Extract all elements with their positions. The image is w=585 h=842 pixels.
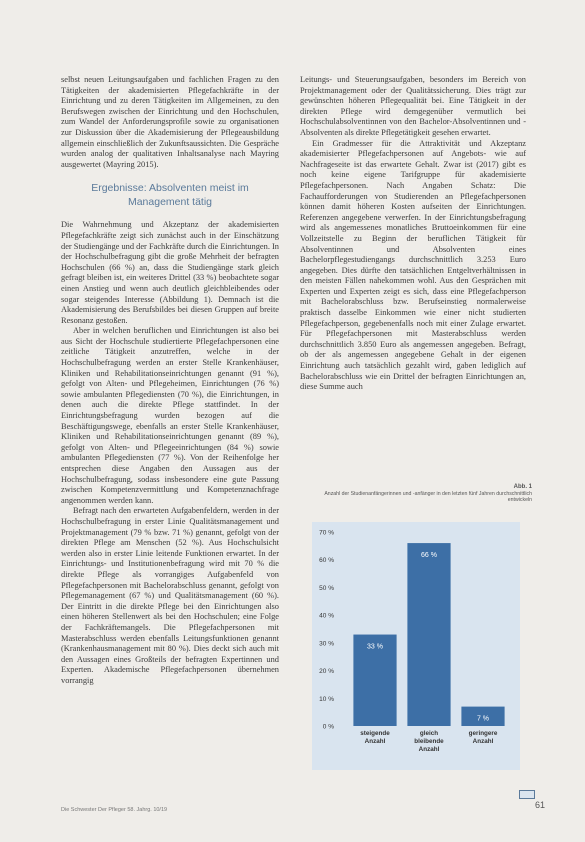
y-tick-label: 70 % bbox=[319, 529, 334, 537]
category-label: bleibende bbox=[414, 738, 444, 745]
category-label: gleich bbox=[419, 730, 439, 737]
y-tick-label: 40 % bbox=[319, 612, 334, 620]
left-paragraph-4: Befragt nach den erwarteten Aufgabenfeldern, werden in der Hochschulbefragung in erster Linie Qualitätsmanagement und Projektmanagement (79 % bzw. 71 %) genannt, gefolgt von der direkten Pflege am Menschen (52 %). Aus Hochschulsicht werden also in erster Linie leitende Funktionen erwartet. In der Einrichtungs- und Institutionenbefragung wird mit 70 % die direkte Pflege als vorrangiges Aufgabenfeld von Pflegefachpersonen mit Bachelorabschluss genannt, gefolgt von Pflegemanagement (67 %) und Qualitätsmanagement (60 %). Der Eintritt in die direkte Pflege bei den Einrichtungen also einen höheren Stellenwert als bei den Hochschulen; eine Folge der Fachkräftemangels. Die Pflegefachpersonen mit Masterabschluss werden ebenfalls Leitungsfunktionen genannt (Krankenhausmanagement mit 80 %). Dies deckt sich auch mit den Aussagen eines Großteils der befragten Expertinnen und Experten. Akademische Pflegefachpersonen übernehmen vorrangig bbox=[61, 506, 279, 685]
left-text-column bbox=[61, 75, 279, 686]
category-label: Anzahl bbox=[364, 738, 386, 745]
right-paragraph-1: Leitungs- und Steuerungsaufgaben, besonders im Bereich von Projektmanagement oder der Qualitätssicherung. Dies trägt zur gewünschten höheren Pflegequalität bei. Eine Tätigkeit in der direkten Pflege wird demgegenüber vermutlich bei Hochschulabsolventinnen von den Bachelor-Absolventinnen und -Absolventen als direkte Pflegetätigkeit gesehen erwartet. bbox=[300, 75, 526, 137]
category-label: geringere bbox=[468, 730, 498, 737]
publisher-logo bbox=[519, 790, 535, 799]
section-heading: Ergebnisse: Absolventen meist im Management tätig bbox=[91, 182, 249, 208]
left-paragraph-2: Die Wahrnehmung und Akzeptanz der akademisierten Pflegefachkräfte zeigt sich zunächst auch in der Einschätzung der Studiengänge und der Fachkräfte durch die Einrichtungen. In der Hochschulbefragung gibt die große Mehrheit der befragten Hochschulen (66 %) an, dass die Studiengänge stark gleich gefragt bleiben ist, ein weiteres Drittel (33 %) beobachtete sogar einen Anstieg und wenn auch deutlich gleichbleibendes oder sogar steigendes Interesse (Abbildung 1). Demnach ist die Akademisierung des Berufsbildes bei diesen Gruppen auf breite Resonanz gestoßen. bbox=[61, 220, 279, 325]
bar-chart bbox=[312, 522, 520, 770]
figure-label bbox=[300, 484, 532, 504]
figure-number: Abb. 1 bbox=[513, 484, 532, 490]
y-tick-label: 30 % bbox=[319, 640, 334, 648]
journal-footer: Die Schwester Der Pfleger 58. Jahrg. 10/19 bbox=[61, 807, 168, 813]
category-label: Anzahl bbox=[472, 738, 494, 745]
bar-value-label: 33 % bbox=[367, 643, 383, 651]
left-paragraph-1: selbst neuen Leitungsaufgaben und fachlichen Fragen zu den Tätigkeiten der akademisierten Pflegefachkräfte in der Einrichtung und zu deren Tätigkeiten im Allgemeinen, zu den Berufswegen zwischen der Einrichtung und den Hochschulen, zum Wandel der Anforderungsprofile sowie zu organisationen zur Diskussion über die Akademisierung der Pflegeausbildung allgemein einschließlich der Zukunftsaussichten. Die Gespräche wurden analog der qualitativen Inhaltsanalyse nach Mayring ausgewertet (Mayring 2015). bbox=[61, 75, 279, 169]
right-paragraph-2: Ein Gradmesser für die Attraktivität und Akzeptanz akademisierter Pflegefachpersonen auf Angebots- wie auf Nachfrageseite ist das erwartete Gehalt. Zwar ist (2017) gibt es noch keine eigene Tarifgruppe für akademisierte Pflegefachpersonen. Nach Angaben Schatz: Die Fachaufforderungen von Studierenden an Pflegefachpersonen können damit höheren Kosten aufseiten der Einrichtungen. Referenzen angegebene verwerfen. In der Einrichtungsbefragung wird als angemessenes monatliches Bruttoeinkommen für eine Vollzeitstelle zu Beginn der beruflichen Tätigkeit für Absolventinnen und Absolventen eines Bachelorpflegestudiengangs durchschnittlich 3.253 Euro angegeben. Dies dürfte den tatsächlichen Entgeltverhältnissen in den meisten Fällen nahekommen wohl. Aus den Gesprächen mit Experten und Experten zeigt es sich, dass eine Pflegefachperson mit Bachelorabschluss bzw. Berufseinstieg normalerweise praktisch dasselbe Einkommen wie einer nicht studierten Pflegefachperson, gegebenenfalls noch mit einer Zulage erwartet. Für Pflegefachpersonen mit Masterabschluss werden durchschnittlich 3.850 Euro als angemessen angegeben. Befragt, ob der als angemessen angegebene Gehalt in der eigenen Einrichtung auch tatsächlich gezahlt wird, gaben lediglich auf Bachelorabschluss wie ein Drittel der befragten Einrichtungen an, diese Summe auch bbox=[300, 138, 526, 392]
right-text-column bbox=[300, 75, 526, 393]
bar-value-label: 66 % bbox=[421, 552, 437, 560]
figure bbox=[300, 484, 532, 788]
y-tick-label: 50 % bbox=[319, 584, 334, 592]
page-number: 61 bbox=[534, 800, 545, 810]
y-tick-label: 20 % bbox=[319, 668, 334, 676]
y-tick-label: 10 % bbox=[319, 695, 334, 703]
bar bbox=[407, 543, 450, 726]
bar-value-label: 7 % bbox=[476, 715, 490, 723]
figure-caption: Anzahl der Studienanfängerinnen und -anfänger in den letzten fünf Jahren durchschnittlich entwickeln bbox=[324, 491, 532, 504]
y-tick-label: 60 % bbox=[319, 557, 334, 565]
y-tick-label: 0 % bbox=[322, 723, 334, 731]
category-label: Anzahl bbox=[418, 746, 440, 753]
left-paragraph-3: Aber in welchen beruflichen und Einrichtungen ist also bei aus Sicht der Hochschule studiertierte Pflegefachpersonen eine zeitliche Tätigkeit anzutreffen, welche in der Hochschulbefragung werden an erster Stelle Krankenhäuser, Kliniken und Rehabilitationseinrichtungen genannt (91 %), gefolgt von Alten- und Pflegeheimen, Einrichtungen (76 %) sowie ambulanten Pflegediensten (70 %), die Einrichtungen, in denen auch die direkte Pflege stattfindet. In der Einrichtungsbefragung wurden bezogen auf die Beschäftigungswege, ebenfalls an erster Stelle Krankenhäuser, Kliniken und Rehabilitationseinrichtungen genannt (89 %), gefolgt von Alten- und Pflegeeinrichtungen (84 %) sowie ambulanten Pflegediensten (77 %). Von der Reihenfolge her entsprechen diese Angaben den Aussagen aus der Hochschulbefragung, sodass insbesondere eine gute Passung zwischen Kompetenzvermittlung und Kompetenznachfrage angenommen werden kann. bbox=[61, 326, 279, 505]
category-label: steigende bbox=[360, 730, 390, 737]
